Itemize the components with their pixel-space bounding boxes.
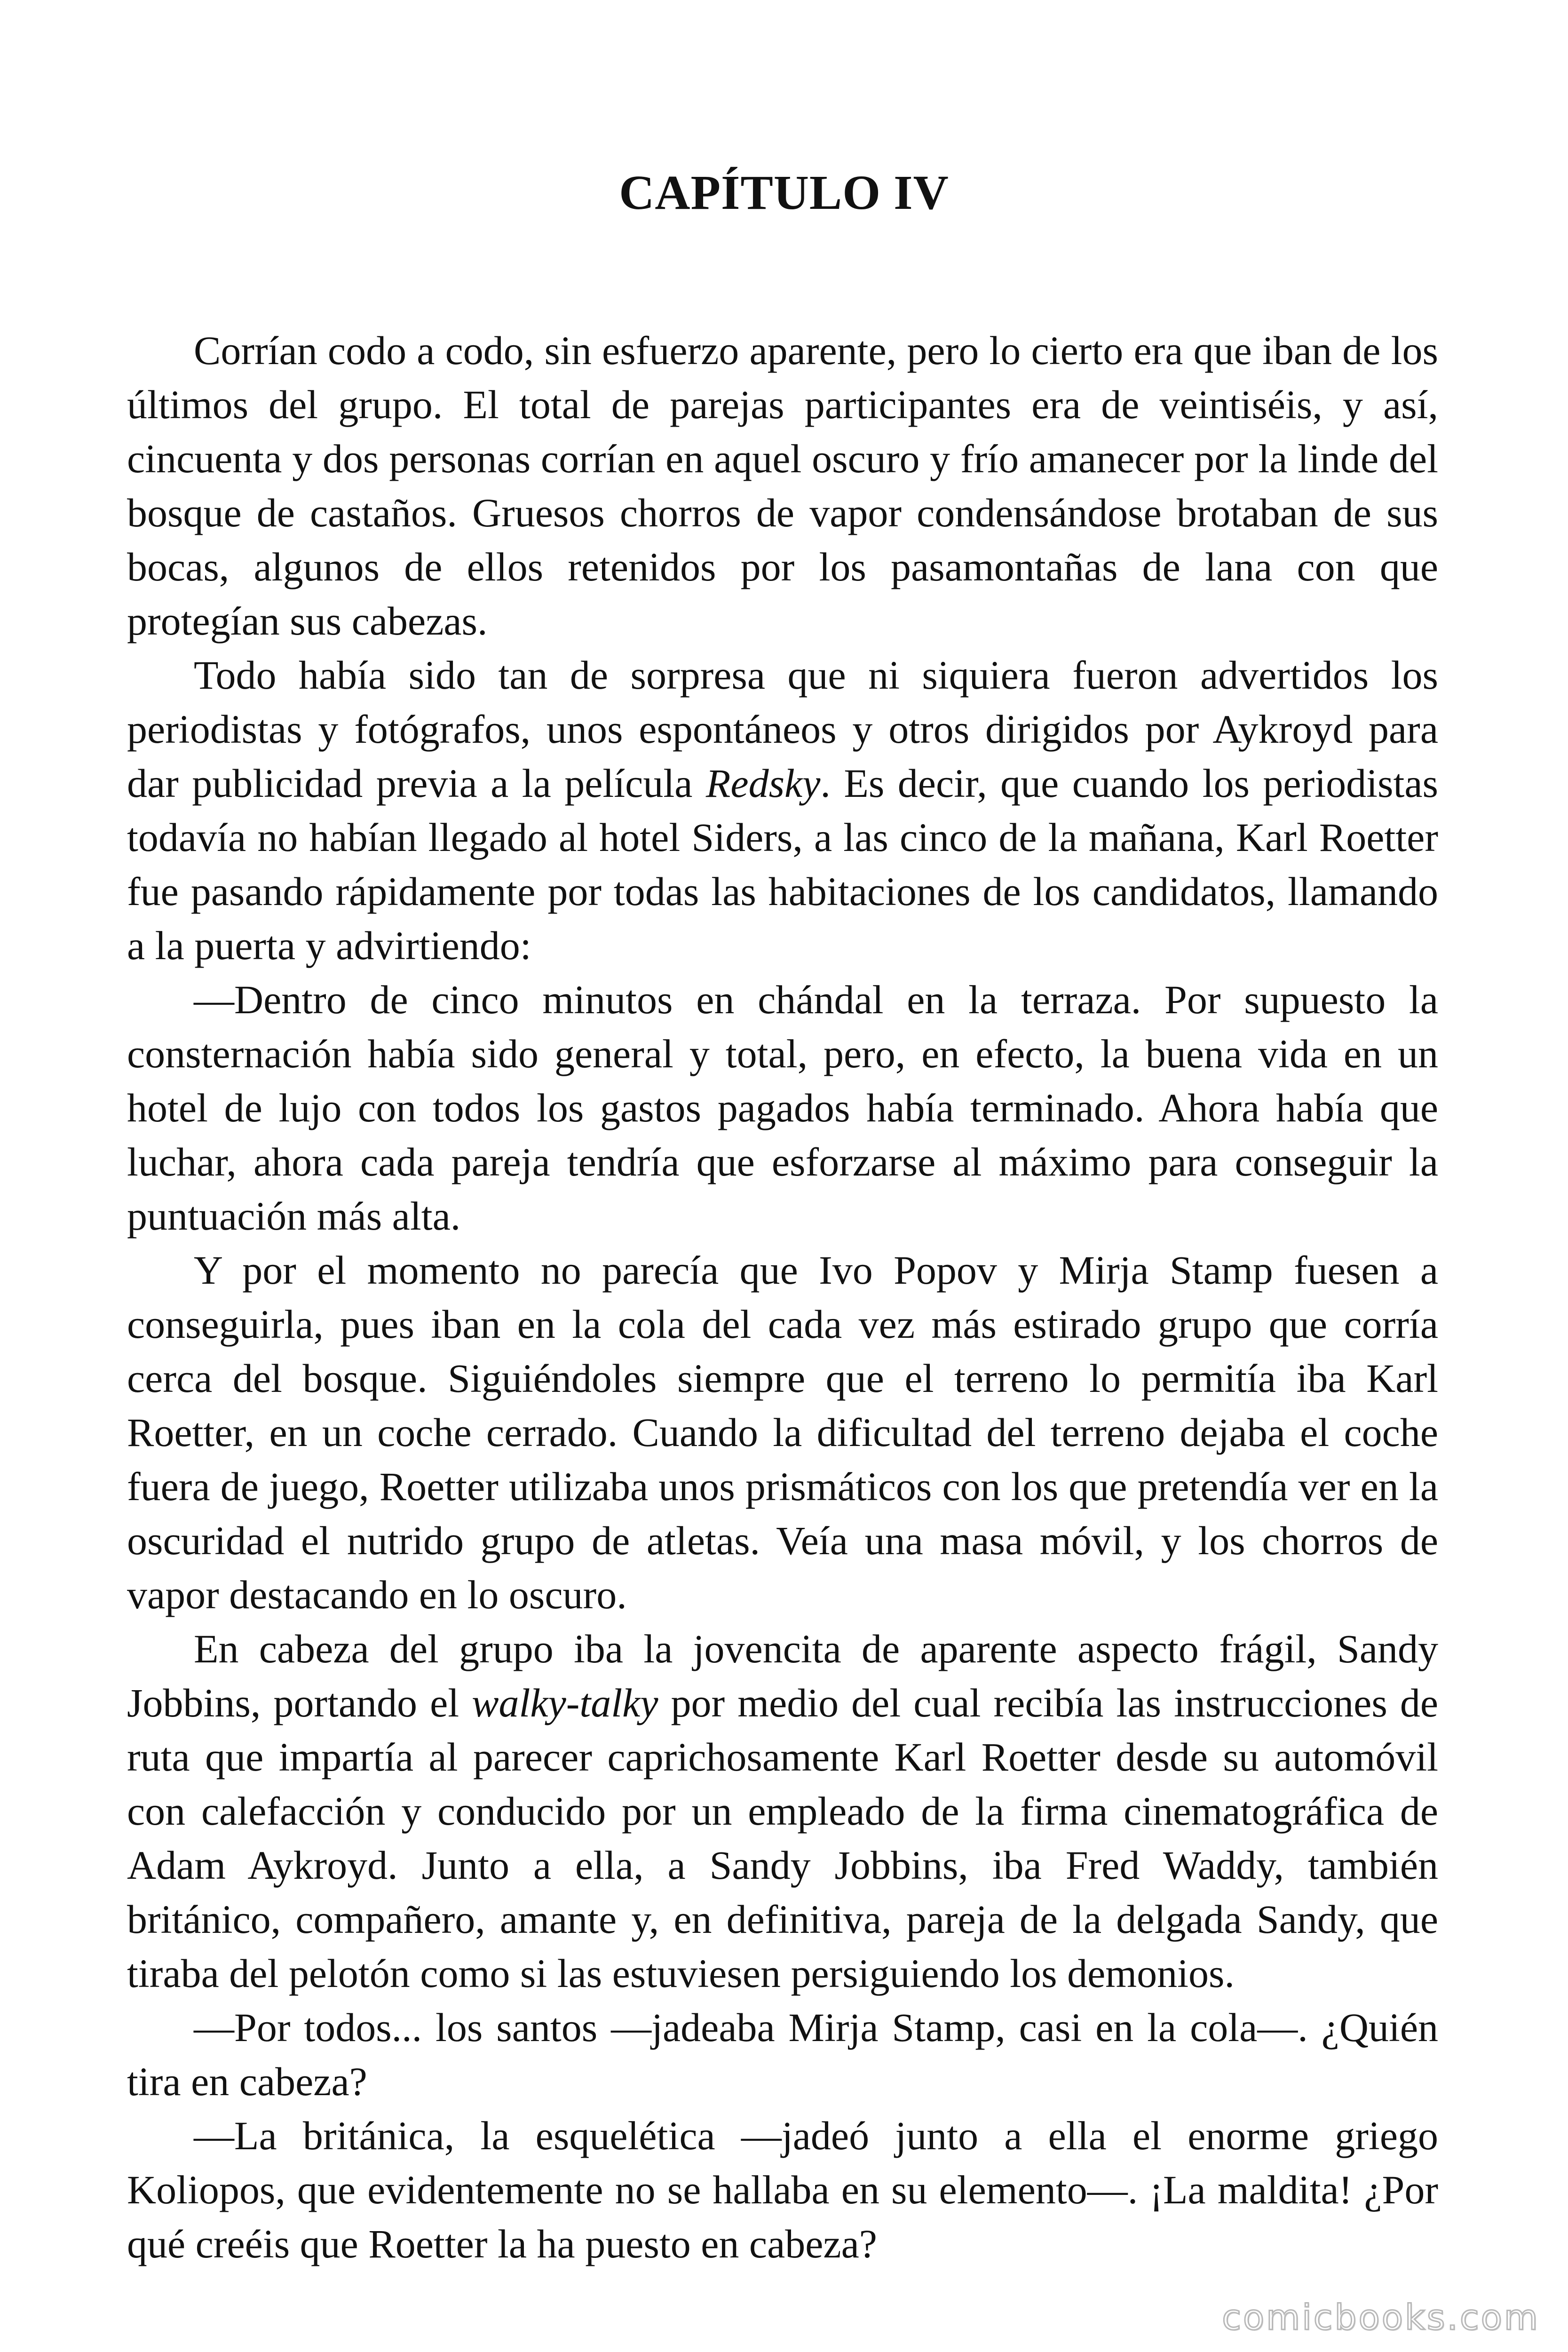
paragraph xyxy=(127,2109,1438,2271)
paragraph xyxy=(127,1243,1438,1622)
paragraph xyxy=(127,973,1438,1243)
watermark-logo: comicbooks.com xyxy=(1222,2297,1540,2338)
paragraph-text: —Por todos... los santos —jadeaba Mirja Stamp, casi en la cola—. ¿Quién tira en cabeza? xyxy=(127,2005,1438,2104)
paragraph-text: Todo había sido tan de sorpresa que ni siquiera fueron advertidos los periodistas y fotógrafos, unos espontáneos y otros dirigidos por Aykroyd para dar publicidad previa a la película xyxy=(127,652,1438,806)
paragraph xyxy=(127,648,1438,973)
paragraph-text: Corrían codo a codo, sin esfuerzo aparente, pero lo cierto era que iban de los últimos del grupo. El total de parejas participantes era de veintiséis, y así, cincuenta y dos personas corrían en aquel oscuro y frío amanecer por la linde del bosque de castaños. Gruesos chorros de vapor condensándose brotaban de sus bocas, algunos de ellos retenidos por los pasamontañas de lana con que protegían sus cabezas. xyxy=(127,328,1438,644)
paragraph xyxy=(127,324,1438,648)
paragraph-text: por medio del cual recibía las instrucciones de ruta que impartía al parecer caprichosamente Karl Roetter desde su automóvil con calefacción y conducido por un empleado de la firma cinematográfica de Adam Aykroyd. Junto a ella, a Sandy Jobbins, iba Fred Waddy, también británico, compañero, amante y, en definitiva, pareja de la delgada Sandy, que tiraba del pelotón como si las estuviesen persiguiendo los demonios. xyxy=(127,1680,1438,1996)
paragraph-text: . Es decir, que cuando los periodistas todavía no habían llegado al hotel Siders, a las cinco de la mañana, Karl Roetter fue pasando rápidamente por todas las habitaciones de los candidatos, llamando a la puerta y advirtiendo: xyxy=(127,761,1438,968)
paragraph-text: Y por el momento no parecía que Ivo Popov y Mirja Stamp fuesen a conseguirla, pues iban en la cola del cada vez más estirado grupo que corría cerca del bosque. Siguiéndoles siempre que el terreno lo permitía iba Karl Roetter, en un coche cerrado. Cuando la dificultad del terreno dejaba el coche fuera de juego, Roetter utilizaba unos prismáticos con los que pretendía ver en la oscuridad el nutrido grupo de atletas. Veía una masa móvil, y los chorros de vapor destacando en lo oscuro. xyxy=(127,1248,1438,1617)
chapter-title: CAPÍTULO IV xyxy=(619,166,949,220)
paragraph-text: En cabeza del grupo iba la jovencita de aparente aspecto frágil, Sandy Jobbins, portando el xyxy=(127,1626,1438,1725)
chapter-body xyxy=(127,324,1438,2271)
italic-text: walky-talky xyxy=(472,1680,658,1725)
paragraph-text: —Dentro de cinco minutos en chándal en la terraza. Por supuesto la consternación había sido general y total, pero, en efecto, la buena vida en un hotel de lujo con todos los gastos pagados había terminado. Ahora había que luchar, ahora cada pareja tendría que esforzarse al máximo para conseguir la puntuación más alta. xyxy=(127,977,1438,1239)
paragraph xyxy=(127,2001,1438,2109)
italic-text: Redsky xyxy=(705,761,821,806)
paragraph xyxy=(127,1622,1438,2001)
paragraph-text: —La británica, la esquelética —jadeó junto a ella el enorme griego Koliopos, que evidentemente no se hallaba en su elemento—. ¡La maldita! ¿Por qué creéis que Roetter la ha puesto en cabeza? xyxy=(127,2113,1438,2266)
